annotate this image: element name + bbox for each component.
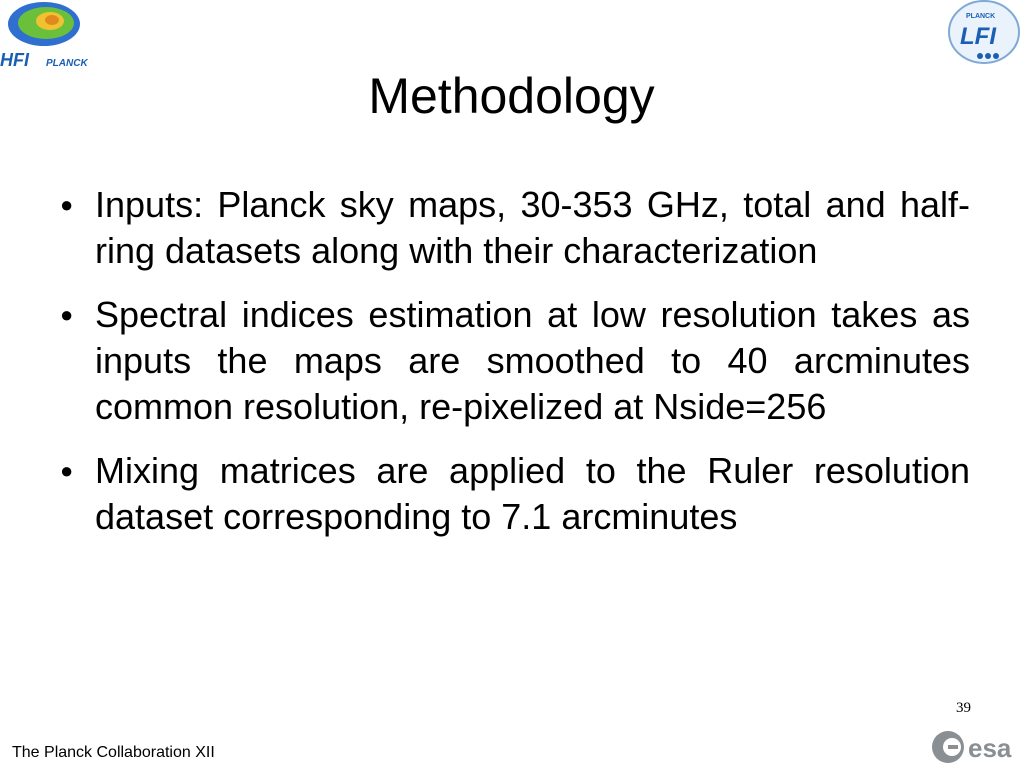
hfi-logo-planck-text: PLANCK xyxy=(46,58,88,69)
bullet-list xyxy=(60,182,970,558)
hfi-planck-logo xyxy=(0,0,104,72)
bullet-text: Mixing matrices are applied to the Ruler resolution dataset corresponding to 7.1 arcminutes xyxy=(95,450,970,537)
bullet-item xyxy=(60,292,970,430)
page-number: 39 xyxy=(956,700,971,716)
esa-logo xyxy=(930,728,1023,766)
bullet-marker: ● xyxy=(60,458,74,483)
bullet-marker: ● xyxy=(60,192,74,217)
slide-title: Methodology xyxy=(368,68,655,124)
bullet-item xyxy=(60,182,970,274)
bullet-text: Inputs: Planck sky maps, 30-353 GHz, total and half-ring datasets along with their characterization xyxy=(95,184,970,271)
bullet-text: Spectral indices estimation at low resolution takes as inputs the maps are smoothed to 40 arcminutes common resolution, re-pixelized at Nside=256 xyxy=(95,294,970,427)
esa-logo-text: esa xyxy=(968,733,1012,763)
hfi-logo-text: HFI xyxy=(0,50,29,70)
footer-credit: The Planck Collaboration XII xyxy=(12,744,215,761)
lfi-planck-logo xyxy=(944,0,1022,68)
lfi-logo-planck-text: PLANCK xyxy=(966,13,996,20)
bullet-item xyxy=(60,448,970,540)
bullet-marker: ● xyxy=(60,302,74,327)
lfi-logo-text: LFI xyxy=(960,23,996,50)
